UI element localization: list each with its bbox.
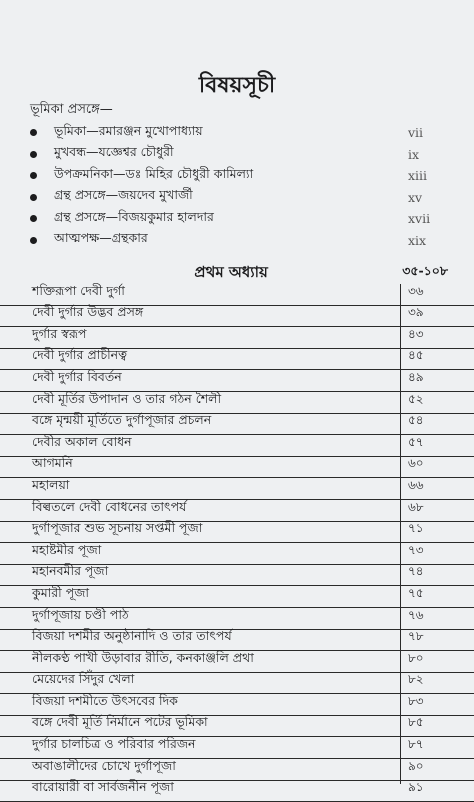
toc-entry-title: অবাঙালীদের চোখে দুর্গাপূজা bbox=[32, 757, 176, 773]
toc-entry-title: দুর্গার চালচিত্র ও পরিবার পরিজন bbox=[32, 736, 196, 752]
toc-entry-page: ৮৭ bbox=[408, 737, 424, 752]
chapter-title: প্রথম অধ্যায় bbox=[194, 262, 268, 281]
toc-row bbox=[0, 759, 474, 781]
toc-row bbox=[0, 694, 474, 716]
intro-item bbox=[30, 230, 448, 252]
toc-row bbox=[0, 781, 474, 802]
intro-item bbox=[30, 165, 448, 187]
toc-row bbox=[0, 522, 474, 544]
toc-entry-title: বারোয়ারী বা সার্বজনীন পূজা bbox=[32, 779, 174, 795]
toc-row bbox=[0, 608, 474, 630]
toc-entry-title: মেয়েদের সিঁদুর খেলা bbox=[32, 671, 135, 687]
toc-entry-title: শক্তিরূপা দেবী দুর্গা bbox=[32, 282, 125, 298]
bullet-icon bbox=[30, 172, 37, 179]
toc-row bbox=[0, 651, 474, 673]
toc-entry-page: ৯০ bbox=[408, 758, 424, 773]
toc-entry-title: বিল্বতলে দেবী বোধনের তাৎপর্য bbox=[32, 498, 187, 514]
toc-entry-page: ৮২ bbox=[408, 672, 424, 687]
chapter-page-range: ৩৫-১০৮ bbox=[402, 263, 448, 278]
bullet-icon bbox=[30, 237, 37, 244]
toc-row bbox=[0, 737, 474, 759]
intro-item-text: আত্মপক্ষ—গ্রন্থকার bbox=[54, 230, 148, 246]
toc-row bbox=[0, 457, 474, 479]
toc-entry-title: মহাষ্টমীর পূজা bbox=[32, 541, 102, 557]
toc-entry-title: দেবী মূর্তির উপাদান ও তার গঠন শৈলী bbox=[32, 390, 222, 406]
bullet-icon bbox=[30, 215, 37, 222]
toc-entry-page: ৪৫ bbox=[408, 348, 424, 363]
bullet-icon bbox=[30, 129, 37, 136]
toc-entry-page: ৩৯ bbox=[408, 305, 424, 320]
page-title: বিষয়সূচী bbox=[198, 73, 276, 98]
intro-item-page: xix bbox=[408, 232, 427, 248]
intro-item bbox=[30, 144, 448, 166]
toc-entry-title: বিজয়া দশমীর অনুষ্ঠানাদি ও তার তাৎপর্য bbox=[32, 628, 232, 644]
toc-entry-page: ৭৪ bbox=[408, 564, 424, 579]
intro-heading: ভূমিকা প্রসঙ্গে— bbox=[30, 102, 113, 117]
intro-item-page: ix bbox=[408, 146, 420, 162]
toc-row bbox=[0, 392, 474, 414]
toc-row bbox=[0, 630, 474, 652]
toc-table bbox=[0, 284, 474, 802]
toc-row bbox=[0, 673, 474, 695]
toc-entry-page: ৮০ bbox=[408, 650, 424, 665]
toc-entry-title: মহালয়া bbox=[32, 476, 70, 492]
intro-item-page: xvii bbox=[408, 211, 431, 227]
toc-entry-page: ৭৩ bbox=[408, 542, 424, 557]
toc-row bbox=[0, 414, 474, 436]
toc-entry-page: ৬০ bbox=[408, 456, 424, 471]
column-divider bbox=[400, 284, 401, 784]
toc-entry-page: ৭৬ bbox=[408, 607, 424, 622]
intro-item bbox=[30, 187, 448, 209]
intro-item-page: xv bbox=[408, 189, 423, 205]
toc-entry-page: ৭১ bbox=[408, 521, 424, 536]
intro-item-page: vii bbox=[408, 125, 424, 141]
toc-row bbox=[0, 435, 474, 457]
intro-list bbox=[30, 122, 448, 251]
toc-entry-page: ৮৩ bbox=[408, 693, 424, 708]
chapter-heading-row bbox=[30, 262, 448, 284]
toc-row bbox=[0, 349, 474, 371]
toc-entry-page: ৪৯ bbox=[408, 369, 424, 384]
toc-row bbox=[0, 565, 474, 587]
toc-entry-title: বিজয়া দশমীতে উৎসবের দিক bbox=[32, 692, 178, 708]
toc-entry-title: বঙ্গে দেবী মূর্তি নির্মানে পটের ভূমিকা bbox=[32, 714, 208, 730]
toc-entry-title: দুর্গার স্বরূপ bbox=[32, 325, 87, 341]
toc-entry-title: দেবী দুর্গার প্রাচীনত্ব bbox=[32, 347, 128, 363]
toc-entry-page: ৬৮ bbox=[408, 499, 424, 514]
intro-item-text: উপক্রমনিকা—ডঃ মিহির চৌধুরী কামিল্যা bbox=[54, 165, 254, 181]
toc-entry-page: ৩৬ bbox=[408, 283, 424, 298]
toc-row bbox=[0, 478, 474, 500]
toc-entry-page: ৭৮ bbox=[408, 629, 424, 644]
toc-row bbox=[0, 500, 474, 522]
toc-entry-page: ৮৫ bbox=[408, 715, 424, 730]
toc-entry-title: দুর্গাপূজায় চণ্ডী পাঠ bbox=[32, 606, 129, 622]
toc-entry-page: ৫২ bbox=[408, 391, 424, 406]
toc-entry-page: ৯১ bbox=[408, 780, 424, 795]
toc-entry-title: মহানবমীর পূজা bbox=[32, 563, 109, 579]
toc-entry-title: বঙ্গে মৃন্ময়ী মূর্তিতে দুর্গাপূজার প্রচলন bbox=[32, 412, 212, 428]
toc-entry-page: ৫৪ bbox=[408, 413, 424, 428]
intro-item bbox=[30, 208, 448, 230]
intro-item-text: গ্রন্থ প্রসঙ্গে—জয়দেব মুখার্জী bbox=[54, 187, 193, 203]
toc-entry-title: দেবীর অকাল বোধন bbox=[32, 433, 132, 449]
toc-entry-page: ৪৩ bbox=[408, 326, 424, 341]
intro-item-text: ভূমিকা—রমারঞ্জন মুখোপাধ্যায় bbox=[54, 122, 203, 138]
toc-row bbox=[0, 327, 474, 349]
intro-item-page: xiii bbox=[408, 168, 428, 184]
toc-entry-page: ৭৫ bbox=[408, 585, 424, 600]
toc-entry-title: দেবী দুর্গার উদ্ভব প্রসঙ্গ bbox=[32, 304, 144, 320]
toc-entry-page: ৬৬ bbox=[408, 477, 424, 492]
toc-row bbox=[0, 306, 474, 328]
toc-entry-title: নীলকণ্ঠ পাখী উড়াবার রীতি, কনকাঞ্জলি প্রথা bbox=[32, 649, 254, 665]
toc-row bbox=[0, 586, 474, 608]
toc-row bbox=[0, 716, 474, 738]
bullet-icon bbox=[30, 194, 37, 201]
toc-row bbox=[0, 370, 474, 392]
toc-entry-page: ৫৭ bbox=[408, 434, 424, 449]
toc-entry-title: দুর্গাপূজার শুভ সূচনায় সপ্তমী পূজা bbox=[32, 520, 203, 536]
toc-entry-title: আগমনি bbox=[32, 455, 73, 471]
toc-entry-title: কুমারী পূজা bbox=[32, 584, 90, 600]
intro-item-text: গ্রন্থ প্রসঙ্গে—বিজয়কুমার হালদার bbox=[54, 208, 214, 224]
bullet-icon bbox=[30, 151, 37, 158]
intro-item-text: মুখবন্ধ—যজ্ঞেশ্বর চৌধুরী bbox=[54, 144, 174, 160]
intro-item bbox=[30, 122, 448, 144]
toc-row bbox=[0, 284, 474, 306]
toc-row bbox=[0, 543, 474, 565]
toc-entry-title: দেবী দুর্গার বিবর্তন bbox=[32, 368, 122, 384]
